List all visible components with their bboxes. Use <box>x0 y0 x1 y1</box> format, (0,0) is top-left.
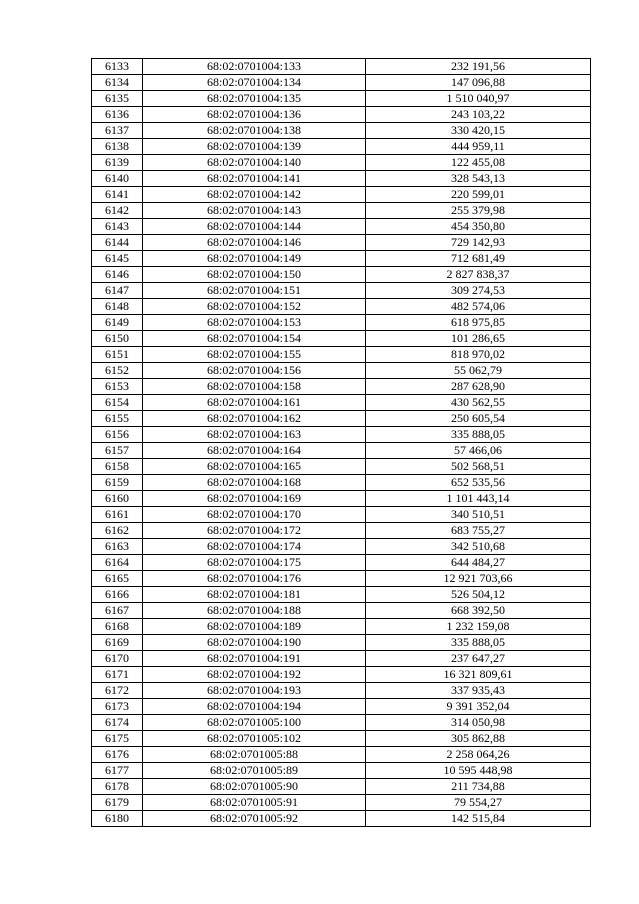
cadastral-number-cell: 68:02:0701005:100 <box>143 715 366 731</box>
table-body <box>92 59 591 827</box>
value-cell: 243 103,22 <box>366 107 591 123</box>
cadastral-number-cell: 68:02:0701004:139 <box>143 139 366 155</box>
value-cell: 683 755,27 <box>366 523 591 539</box>
value-cell: 101 286,65 <box>366 331 591 347</box>
table-row <box>92 811 591 827</box>
value-cell: 337 935,43 <box>366 683 591 699</box>
cadastral-value-table <box>91 58 591 827</box>
value-cell: 729 142,93 <box>366 235 591 251</box>
table-row <box>92 683 591 699</box>
value-cell: 668 392,50 <box>366 603 591 619</box>
value-cell: 255 379,98 <box>366 203 591 219</box>
row-number-cell: 6178 <box>92 779 143 795</box>
row-number-cell: 6162 <box>92 523 143 539</box>
value-cell: 644 484,27 <box>366 555 591 571</box>
row-number-cell: 6154 <box>92 395 143 411</box>
row-number-cell: 6151 <box>92 347 143 363</box>
table-row <box>92 747 591 763</box>
value-cell: 482 574,06 <box>366 299 591 315</box>
table-row <box>92 619 591 635</box>
value-cell: 1 232 159,08 <box>366 619 591 635</box>
table-row <box>92 123 591 139</box>
table-row <box>92 571 591 587</box>
cadastral-number-cell: 68:02:0701004:161 <box>143 395 366 411</box>
row-number-cell: 6158 <box>92 459 143 475</box>
cadastral-number-cell: 68:02:0701004:140 <box>143 155 366 171</box>
table-row <box>92 187 591 203</box>
row-number-cell: 6145 <box>92 251 143 267</box>
cadastral-number-cell: 68:02:0701004:154 <box>143 331 366 347</box>
cadastral-number-cell: 68:02:0701004:189 <box>143 619 366 635</box>
row-number-cell: 6159 <box>92 475 143 491</box>
value-cell: 328 543,13 <box>366 171 591 187</box>
value-cell: 122 455,08 <box>366 155 591 171</box>
table-row <box>92 763 591 779</box>
cadastral-number-cell: 68:02:0701004:144 <box>143 219 366 235</box>
cadastral-number-cell: 68:02:0701005:88 <box>143 747 366 763</box>
row-number-cell: 6146 <box>92 267 143 283</box>
row-number-cell: 6139 <box>92 155 143 171</box>
table-row <box>92 347 591 363</box>
cadastral-number-cell: 68:02:0701004:141 <box>143 171 366 187</box>
table-row <box>92 603 591 619</box>
cadastral-number-cell: 68:02:0701004:156 <box>143 363 366 379</box>
table-row <box>92 731 591 747</box>
row-number-cell: 6142 <box>92 203 143 219</box>
table-row <box>92 475 591 491</box>
value-cell: 232 191,56 <box>366 59 591 75</box>
table-row <box>92 395 591 411</box>
table-row <box>92 507 591 523</box>
row-number-cell: 6161 <box>92 507 143 523</box>
row-number-cell: 6180 <box>92 811 143 827</box>
value-cell: 1 101 443,14 <box>366 491 591 507</box>
table-row <box>92 459 591 475</box>
cadastral-number-cell: 68:02:0701004:164 <box>143 443 366 459</box>
value-cell: 444 959,11 <box>366 139 591 155</box>
row-number-cell: 6160 <box>92 491 143 507</box>
value-cell: 250 605,54 <box>366 411 591 427</box>
cadastral-number-cell: 68:02:0701004:192 <box>143 667 366 683</box>
cadastral-number-cell: 68:02:0701004:172 <box>143 523 366 539</box>
cadastral-number-cell: 68:02:0701004:194 <box>143 699 366 715</box>
row-number-cell: 6140 <box>92 171 143 187</box>
table-row <box>92 587 591 603</box>
value-cell: 147 096,88 <box>366 75 591 91</box>
cadastral-number-cell: 68:02:0701004:153 <box>143 315 366 331</box>
row-number-cell: 6168 <box>92 619 143 635</box>
table-row <box>92 299 591 315</box>
row-number-cell: 6149 <box>92 315 143 331</box>
value-cell: 335 888,05 <box>366 427 591 443</box>
cadastral-number-cell: 68:02:0701004:163 <box>143 427 366 443</box>
cadastral-number-cell: 68:02:0701005:92 <box>143 811 366 827</box>
row-number-cell: 6170 <box>92 651 143 667</box>
row-number-cell: 6172 <box>92 683 143 699</box>
cadastral-number-cell: 68:02:0701004:155 <box>143 347 366 363</box>
row-number-cell: 6148 <box>92 299 143 315</box>
table-row <box>92 715 591 731</box>
table-row <box>92 427 591 443</box>
cadastral-number-cell: 68:02:0701004:149 <box>143 251 366 267</box>
cadastral-number-cell: 68:02:0701004:188 <box>143 603 366 619</box>
table-row <box>92 155 591 171</box>
value-cell: 618 975,85 <box>366 315 591 331</box>
table-row <box>92 59 591 75</box>
value-cell: 314 050,98 <box>366 715 591 731</box>
value-cell: 430 562,55 <box>366 395 591 411</box>
table-row <box>92 651 591 667</box>
cadastral-number-cell: 68:02:0701005:90 <box>143 779 366 795</box>
cadastral-number-cell: 68:02:0701004:146 <box>143 235 366 251</box>
value-cell: 10 595 448,98 <box>366 763 591 779</box>
value-cell: 12 921 703,66 <box>366 571 591 587</box>
cadastral-number-cell: 68:02:0701005:89 <box>143 763 366 779</box>
cadastral-number-cell: 68:02:0701004:181 <box>143 587 366 603</box>
row-number-cell: 6137 <box>92 123 143 139</box>
row-number-cell: 6174 <box>92 715 143 731</box>
table-row <box>92 779 591 795</box>
value-cell: 330 420,15 <box>366 123 591 139</box>
value-cell: 2 258 064,26 <box>366 747 591 763</box>
cadastral-number-cell: 68:02:0701004:151 <box>143 283 366 299</box>
table-row <box>92 75 591 91</box>
row-number-cell: 6176 <box>92 747 143 763</box>
cadastral-number-cell: 68:02:0701004:190 <box>143 635 366 651</box>
table-row <box>92 635 591 651</box>
row-number-cell: 6134 <box>92 75 143 91</box>
row-number-cell: 6147 <box>92 283 143 299</box>
value-cell: 57 466,06 <box>366 443 591 459</box>
value-cell: 305 862,88 <box>366 731 591 747</box>
cadastral-number-cell: 68:02:0701004:169 <box>143 491 366 507</box>
table-row <box>92 219 591 235</box>
row-number-cell: 6167 <box>92 603 143 619</box>
cadastral-number-cell: 68:02:0701004:133 <box>143 59 366 75</box>
row-number-cell: 6157 <box>92 443 143 459</box>
value-cell: 309 274,53 <box>366 283 591 299</box>
row-number-cell: 6164 <box>92 555 143 571</box>
cadastral-number-cell: 68:02:0701004:193 <box>143 683 366 699</box>
cadastral-number-cell: 68:02:0701004:136 <box>143 107 366 123</box>
value-cell: 712 681,49 <box>366 251 591 267</box>
table-row <box>92 795 591 811</box>
table-row <box>92 267 591 283</box>
table-row <box>92 411 591 427</box>
row-number-cell: 6171 <box>92 667 143 683</box>
value-cell: 335 888,05 <box>366 635 591 651</box>
value-cell: 454 350,80 <box>366 219 591 235</box>
value-cell: 220 599,01 <box>366 187 591 203</box>
value-cell: 79 554,27 <box>366 795 591 811</box>
row-number-cell: 6156 <box>92 427 143 443</box>
cadastral-number-cell: 68:02:0701004:162 <box>143 411 366 427</box>
value-cell: 16 321 809,61 <box>366 667 591 683</box>
row-number-cell: 6173 <box>92 699 143 715</box>
table-row <box>92 491 591 507</box>
cadastral-number-cell: 68:02:0701004:170 <box>143 507 366 523</box>
cadastral-number-cell: 68:02:0701004:135 <box>143 91 366 107</box>
row-number-cell: 6143 <box>92 219 143 235</box>
cadastral-number-cell: 68:02:0701004:175 <box>143 555 366 571</box>
value-cell: 287 628,90 <box>366 379 591 395</box>
table-row <box>92 667 591 683</box>
table-row <box>92 331 591 347</box>
row-number-cell: 6141 <box>92 187 143 203</box>
row-number-cell: 6165 <box>92 571 143 587</box>
cadastral-number-cell: 68:02:0701005:91 <box>143 795 366 811</box>
row-number-cell: 6179 <box>92 795 143 811</box>
row-number-cell: 6138 <box>92 139 143 155</box>
cadastral-number-cell: 68:02:0701004:165 <box>143 459 366 475</box>
value-cell: 526 504,12 <box>366 587 591 603</box>
table-row <box>92 91 591 107</box>
cadastral-number-cell: 68:02:0701004:150 <box>143 267 366 283</box>
cadastral-number-cell: 68:02:0701004:191 <box>143 651 366 667</box>
table-row <box>92 251 591 267</box>
value-cell: 2 827 838,37 <box>366 267 591 283</box>
row-number-cell: 6150 <box>92 331 143 347</box>
cadastral-number-cell: 68:02:0701004:174 <box>143 539 366 555</box>
value-cell: 142 515,84 <box>366 811 591 827</box>
table-row <box>92 203 591 219</box>
row-number-cell: 6175 <box>92 731 143 747</box>
value-cell: 211 734,88 <box>366 779 591 795</box>
row-number-cell: 6144 <box>92 235 143 251</box>
row-number-cell: 6153 <box>92 379 143 395</box>
table-row <box>92 539 591 555</box>
row-number-cell: 6166 <box>92 587 143 603</box>
row-number-cell: 6163 <box>92 539 143 555</box>
table-row <box>92 171 591 187</box>
cadastral-number-cell: 68:02:0701004:138 <box>143 123 366 139</box>
table-row <box>92 555 591 571</box>
value-cell: 9 391 352,04 <box>366 699 591 715</box>
table-row <box>92 235 591 251</box>
value-cell: 818 970,02 <box>366 347 591 363</box>
row-number-cell: 6135 <box>92 91 143 107</box>
row-number-cell: 6177 <box>92 763 143 779</box>
value-cell: 237 647,27 <box>366 651 591 667</box>
value-cell: 652 535,56 <box>366 475 591 491</box>
table-row <box>92 699 591 715</box>
cadastral-number-cell: 68:02:0701004:168 <box>143 475 366 491</box>
value-cell: 340 510,51 <box>366 507 591 523</box>
value-cell: 1 510 040,97 <box>366 91 591 107</box>
table-row <box>92 379 591 395</box>
table-row <box>92 139 591 155</box>
value-cell: 55 062,79 <box>366 363 591 379</box>
table-row <box>92 443 591 459</box>
cadastral-number-cell: 68:02:0701004:143 <box>143 203 366 219</box>
cadastral-number-cell: 68:02:0701004:134 <box>143 75 366 91</box>
row-number-cell: 6169 <box>92 635 143 651</box>
value-cell: 502 568,51 <box>366 459 591 475</box>
table-row <box>92 363 591 379</box>
cadastral-number-cell: 68:02:0701005:102 <box>143 731 366 747</box>
table-row <box>92 107 591 123</box>
cadastral-number-cell: 68:02:0701004:176 <box>143 571 366 587</box>
row-number-cell: 6133 <box>92 59 143 75</box>
row-number-cell: 6152 <box>92 363 143 379</box>
table-row <box>92 523 591 539</box>
table-row <box>92 283 591 299</box>
cadastral-number-cell: 68:02:0701004:158 <box>143 379 366 395</box>
row-number-cell: 6136 <box>92 107 143 123</box>
table-row <box>92 315 591 331</box>
value-cell: 342 510,68 <box>366 539 591 555</box>
cadastral-number-cell: 68:02:0701004:142 <box>143 187 366 203</box>
row-number-cell: 6155 <box>92 411 143 427</box>
cadastral-number-cell: 68:02:0701004:152 <box>143 299 366 315</box>
